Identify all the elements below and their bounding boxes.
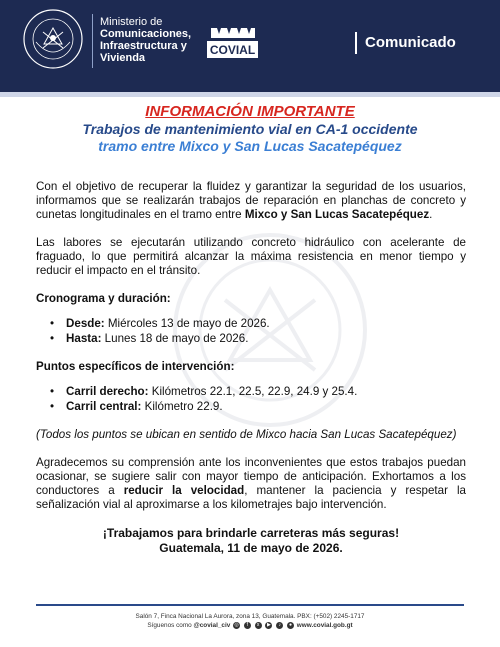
footer-social xyxy=(0,621,500,630)
paragraph-intro-text: Con el objetivo de recuperar la fluidez y garantizar la seguridad de los usuarios, informamos que se realizarán trabajos de reparación en planchas de concreto y cunetas longitudinales en el tramo entre xyxy=(36,180,466,221)
instagram-icon[interactable]: ◎ xyxy=(234,621,239,628)
closing-slogan: ¡Trabajamos para brindarle carreteras más seguras! xyxy=(102,526,400,540)
section-label: Comunicado xyxy=(355,32,456,54)
tiktok-icon[interactable]: ♪ xyxy=(276,622,283,629)
ministry-line-2: Comunicaciones, xyxy=(100,28,192,40)
list-item xyxy=(36,385,466,399)
title-main: Trabajos de mantenimiento vial en CA-1 occidente xyxy=(82,121,418,137)
footer-divider xyxy=(36,604,464,606)
x-twitter-icon[interactable]: x xyxy=(255,622,262,629)
schedule-label: Desde: xyxy=(66,317,105,330)
list-item xyxy=(36,332,466,346)
paragraph-intro xyxy=(36,180,466,222)
point-label: Carril central: xyxy=(66,400,142,413)
footer xyxy=(0,612,500,630)
list-item xyxy=(36,400,466,414)
point-value: Kilómetros 22.1, 22.5, 22.9, 24.9 y 25.4. xyxy=(148,385,358,398)
ministry-line-3: Infraestructura y xyxy=(100,40,187,52)
schedule-title: Cronograma y duración: xyxy=(36,292,171,305)
point-value: Kilómetro 22.9. xyxy=(141,400,223,413)
title-important: INFORMACIÓN IMPORTANTE xyxy=(145,103,355,120)
document-body xyxy=(36,180,466,556)
paragraph-closing-text-b: , mantener la paciencia y respetar la señalización vial al aproximarse a los kilometrajes bajo intervención. xyxy=(36,484,466,511)
paragraph-method: Las labores se ejecutarán utilizando concreto hidráulico con acelerante de fraguado, lo que permitirá alcanzar la máxima resistencia en menor tiempo y reducir el impacto en el tránsito. xyxy=(36,236,466,277)
paragraph-intro-end: . xyxy=(429,208,433,221)
header-bar xyxy=(0,0,500,92)
guatemala-seal-icon xyxy=(22,8,84,70)
ministry-line-1: Ministerio de xyxy=(100,16,163,28)
schedule-label: Hasta: xyxy=(66,332,102,345)
schedule-list xyxy=(36,317,466,346)
schedule-value: Miércoles 13 de mayo de 2026. xyxy=(104,317,270,330)
header-stripe xyxy=(0,92,500,97)
paragraph-intro-bold: Mixco y San Lucas Sacatepéquez xyxy=(244,208,430,221)
website-link[interactable]: www.covial.gob.gt xyxy=(296,622,353,629)
schedule-value: Lunes 18 de mayo de 2026. xyxy=(101,332,249,345)
web-icon[interactable]: ● xyxy=(288,621,293,628)
closing-date: Guatemala, 11 de mayo de 2026. xyxy=(159,541,343,555)
points-list xyxy=(36,385,466,414)
list-item xyxy=(36,317,466,331)
ministry-name xyxy=(100,16,220,64)
social-handle[interactable]: @covial_civ xyxy=(193,622,231,629)
covial-logo-text: COVIAL xyxy=(209,43,256,57)
ministry-line-4: Vivienda xyxy=(100,52,146,64)
paragraph-closing-text-a: Agradecemos su comprensión ante los inconvenientes que estos trabajos puedan ocasionar, se sugiere salir con mayor tiempo de anticipación. Exhortamos a los conductores a xyxy=(36,456,466,497)
youtube-icon[interactable]: ▶ xyxy=(267,621,271,628)
covial-logo-icon xyxy=(205,26,260,60)
header-divider xyxy=(92,14,93,68)
facebook-icon[interactable]: f xyxy=(244,622,251,629)
paragraph-closing xyxy=(36,456,466,512)
follow-label: Síguenos como xyxy=(147,622,194,629)
paragraph-closing-bold: reducir la velocidad xyxy=(123,484,245,497)
point-label: Carril derecho: xyxy=(66,385,149,398)
direction-note: (Todos los puntos se ubican en sentido de Mixco hacia San Lucas Sacatepéquez) xyxy=(36,428,457,441)
points-title: Puntos específicos de intervención: xyxy=(36,360,235,373)
title-subtitle: tramo entre Mixco y San Lucas Sacatepéquez xyxy=(98,138,402,154)
footer-address: Salón 7, Finca Nacional La Aurora, zona 13, Guatemala. PBX: (+502) 2245-1717 xyxy=(135,613,365,620)
